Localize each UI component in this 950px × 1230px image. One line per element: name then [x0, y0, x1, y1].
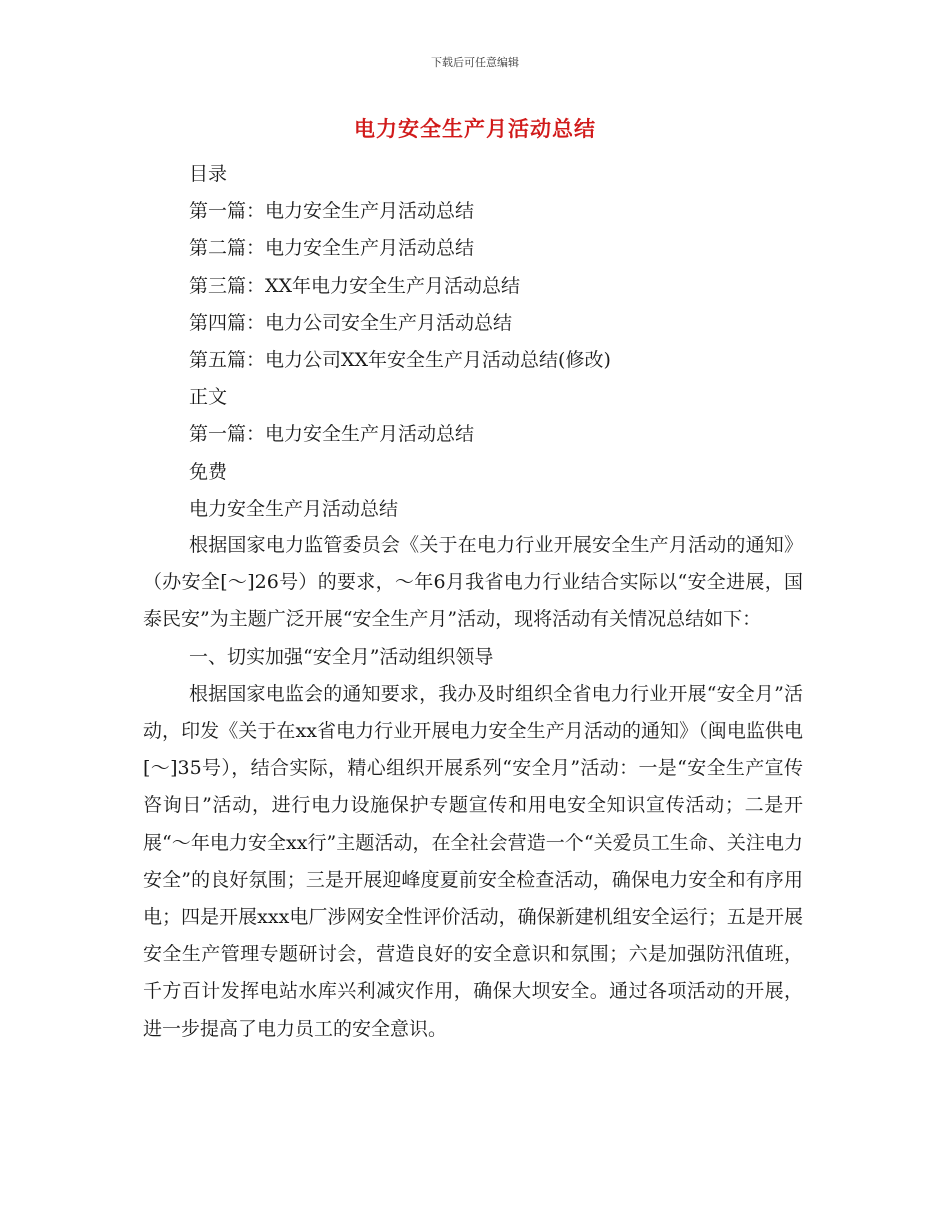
free-label: 免费 — [189, 460, 228, 483]
paragraph-intro: 根据国家电力监管委员会《关于在电力行业开展安全生产月活动的通知》（办安全[～]26号）的要求，～年6月我省电力行业结合实际以“安全进展，国泰民安”为主题广泛开展“安全生产月”活动，现将活动有关情况总结如下： — [143, 534, 803, 631]
toc-item: 第五篇：电力公司XX年安全生产月活动总结(修改) — [189, 349, 611, 372]
toc-item: 第二篇：电力安全生产月活动总结 — [189, 237, 475, 260]
toc-item: 第一篇：电力安全生产月活动总结 — [189, 200, 475, 223]
toc-item: 第三篇：XX年电力安全生产月活动总结 — [189, 274, 521, 297]
section-heading-1: 一、切实加强“安全月”活动组织领导 — [189, 645, 494, 668]
article-title: 电力安全生产月活动总结 — [189, 497, 399, 520]
table-of-contents — [189, 156, 611, 528]
section-heading: 第一篇：电力安全生产月活动总结 — [189, 423, 475, 446]
header-note: 下载后可任意编辑 — [431, 56, 519, 69]
body-heading: 正文 — [189, 386, 228, 409]
toc-heading: 目录 — [189, 163, 228, 185]
toc-item: 第四篇：电力公司安全生产月活动总结 — [189, 311, 513, 334]
document-body — [143, 527, 803, 1048]
paragraph-activities: 根据国家电监会的通知要求，我办及时组织全省电力行业开展“安全月”活动，印发《关于在xx省电力行业开展电力安全生产月活动的通知》（闽电监供电[～]35号），结合实际，精心组织开展系列“安全月”活动：一是“安全生产宣传咨询日”活动，进行电力设施保护专题宣传和用电安全知识宣传活动；二是开展“～年电力安全xx行”主题活动，在全社会营造一个“关爱员工生命、关注电力安全”的良好氛围；三是开展迎峰度夏前安全检查活动，确保电力安全和有序用电；四是开展xxx电厂涉网安全性评价活动，确保新建机组安全运行；五是开展安全生产管理专题研讨会，营造良好的安全意识和氛围；六是加强防汛值班，千方百计发挥电站水库兴利减灾作用，确保大坝安全。通过各项活动的开展，进一步提高了电力员工的安全意识。 — [143, 682, 803, 1040]
document-title: 电力安全生产月活动总结 — [354, 116, 596, 141]
